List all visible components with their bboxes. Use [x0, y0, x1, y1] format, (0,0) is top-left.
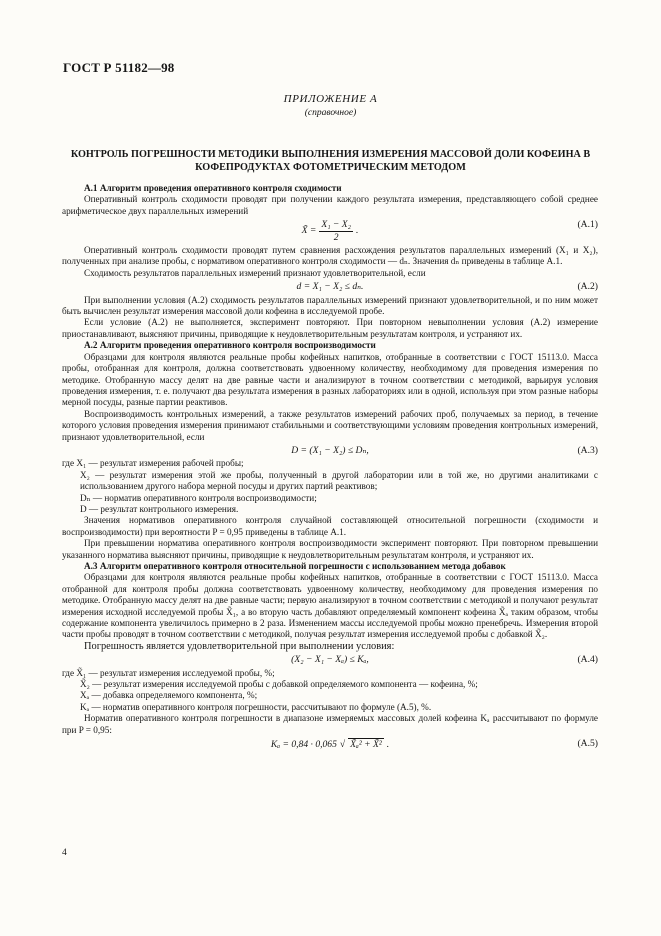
appendix-subtitle: (справочное)	[304, 108, 357, 118]
equation-a3	[62, 445, 598, 456]
section-a3-heading: А.3 Алгоритм оперативного контроля относительной погрешности с использованием метода добавок	[84, 561, 506, 571]
paragraph: Оперативный контроль сходимости проводят при получении каждого результата измерения, представляющего собой среднее арифметическое двух параллельных измерений	[62, 194, 598, 216]
page-number: 4	[62, 848, 67, 858]
paragraph: Воспроизводимость контрольных измерений, а также результатов измерений рабочих проб, получаемых за период, в течение которого условия проведения измерения принимают стабильными и соответствующими условиям проведения контрольных измерений, признают удовлетворительной, если	[62, 408, 598, 442]
where-line: где X̃₁ — результат измерения исследуемой пробы, %;	[62, 667, 275, 678]
equation-expression: d = X₁ − X₂ ≤ dₙ.	[296, 281, 364, 293]
document-body	[62, 183, 598, 753]
fraction-denominator: 2	[333, 231, 339, 243]
equation-tail: .	[386, 738, 390, 750]
fraction-numerator: X₁ − X₂	[321, 219, 351, 231]
equation-lhs: X̃ =	[301, 225, 317, 237]
where-line: X̃₂ — результат измерения исследуемой пробы с добавкой определяемого компонента — кофеина, %;	[80, 679, 478, 690]
where-line: Kₐ — норматив оперативного контроля погрешности, рассчитывают по формуле (А.5), %.	[80, 701, 432, 712]
paragraph: Оперативный контроль сходимости проводят путем сравнения расхождения результатов параллельных измерений (X₁ и X₂), полученных при анализе пробы, с нормативом оперативного контроля сходимости — dₙ. Значения dₙ приведены в таблице А.1.	[62, 245, 598, 267]
equation-tail: .	[356, 225, 359, 237]
equation-lhs: Kₐ = 0,84 · 0,065	[270, 738, 337, 750]
equation-a4	[62, 654, 598, 665]
equation-a5	[62, 738, 598, 750]
fraction	[319, 219, 353, 243]
equation-number: (А.1)	[577, 219, 598, 231]
section-a1-heading: А.1 Алгоритм проведения оперативного контроля сходимости	[84, 183, 342, 193]
where-line: X₂ — результат измерения этой же пробы, полученный в другой лаборатории или в той же, но другими аналитиками с использованием другого набора мерной посуды и других партий реактивов;	[80, 469, 598, 492]
paragraph: При выполнении условия (А.2) сходимость результатов параллельных измерений признают удовлетворительной, и по ним может быть вычислен результат измерения массовой доли кофеина в исследуемой пробе.	[62, 294, 598, 317]
paragraph: Погрешность является удовлетворительной при выполнении условия:	[84, 640, 395, 652]
paragraph: Если условие (А.2) не выполняется, эксперимент повторяют. При повторном невыполнении условия (А.2) измерение приостанавливают, выясняют причины, приводящие к неудовлетворительным результатам контроля, и устраняют их.	[62, 317, 598, 339]
equation-expression: (X₂ − X₁ − Xₐ) ≤ Kₐ,	[291, 654, 369, 666]
standard-header: ГОСТ Р 51182—98	[63, 60, 175, 75]
paragraph: Значения нормативов оперативного контроля случайной составляющей относительной погрешности (сходимости и воспроизводимости) при вероятности P = 0,95 приведены в таблице А.1.	[62, 515, 598, 537]
paragraph: Сходимость результатов параллельных измерений признают удовлетворительной, если	[84, 267, 426, 278]
equation-number: (А.3)	[577, 444, 598, 456]
where-line: Xₐ — добавка определяемого компонента, %;	[80, 690, 258, 701]
appendix-title: ПРИЛОЖЕНИЕ А	[283, 93, 378, 105]
document-title: КОНТРОЛЬ ПОГРЕШНОСТИ МЕТОДИКИ ВЫПОЛНЕНИЯ ИЗМЕРЕНИЯ МАССОВОЙ ДОЛИ КОФЕИНА В КОФЕПРОДУКТАХ ФОТОМЕТРИЧЕСКИМ МЕТОДОМ	[70, 149, 591, 173]
equation-number: (А.5)	[577, 738, 598, 750]
equation-a2	[62, 281, 598, 292]
paragraph: При превышении норматива оперативного контроля воспроизводимости эксперимент повторяют. При повторном превышении указанного норматива выясняют причины, приводящие к неудовлетворительным результатам контроля, и устраняют их.	[62, 538, 598, 560]
equation-expression: D = (X₁ − X₂) ≤ Dₙ,	[291, 444, 369, 456]
sqrt-radicand: X̃ₐ² + X̃²	[350, 739, 382, 751]
paragraph: Образцами для контроля являются реальные пробы кофейных напитков, отобранные в соответствии с ГОСТ 15113.0. Масса отобранной для контроля пробы должна соответствовать удвоенному количеству, необходимому для проведения измерения по методике. Отобранную массу делят на две равные части; первую анализируют в точном соответствии с методикой и получают результат измерения исходной исследуемой пробы X̃₁, а во вторую часть добавляют определяемый компонент кофеина X̃ₐ таким образом, чтобы содержание компонента увеличилось примерно в 2 раза. Изменением массы исследуемой пробы можно пренебречь. Измерения второй части пробы проводят в точном соответствии с методикой, получая результат измерения исследуемой пробы с добавкой X̃₂.	[62, 572, 598, 640]
equation-number: (А.2)	[577, 281, 598, 293]
sqrt-symbol: √	[339, 738, 346, 750]
where-line: где X₁ — результат измерения рабочей пробы;	[62, 458, 244, 469]
where-line: Dₙ — норматив оперативного контроля воспроизводимости;	[80, 492, 317, 503]
section-a2-heading: А.2 Алгоритм проведения оперативного контроля воспроизводимости	[84, 340, 376, 351]
paragraph: Образцами для контроля являются реальные пробы кофейных напитков, отобранные в соответствии с ГОСТ 15113.0. Масса пробы, отобранная для контроля, должна соответствовать удвоенному количеству, необходимому для проведения измерения по методике. Отобранную массу делят на две равные части и анализируют в точном соответствии с методикой, варьируя условия проведения измерения, т. е. получают два результата измерения в разных лабораториях или в одной, используя при этом разные наборы мерной посуды, разные партии реактивов.	[62, 351, 598, 408]
equation-number: (А.4)	[577, 654, 598, 666]
equation-a1	[62, 219, 598, 243]
where-line: D — результат контрольного измерения.	[80, 503, 239, 514]
paragraph: Норматив оперативного контроля погрешности в диапазоне измеряемых массовых долей кофеина Kₐ рассчитывают по формуле при P = 0,95:	[62, 713, 598, 735]
